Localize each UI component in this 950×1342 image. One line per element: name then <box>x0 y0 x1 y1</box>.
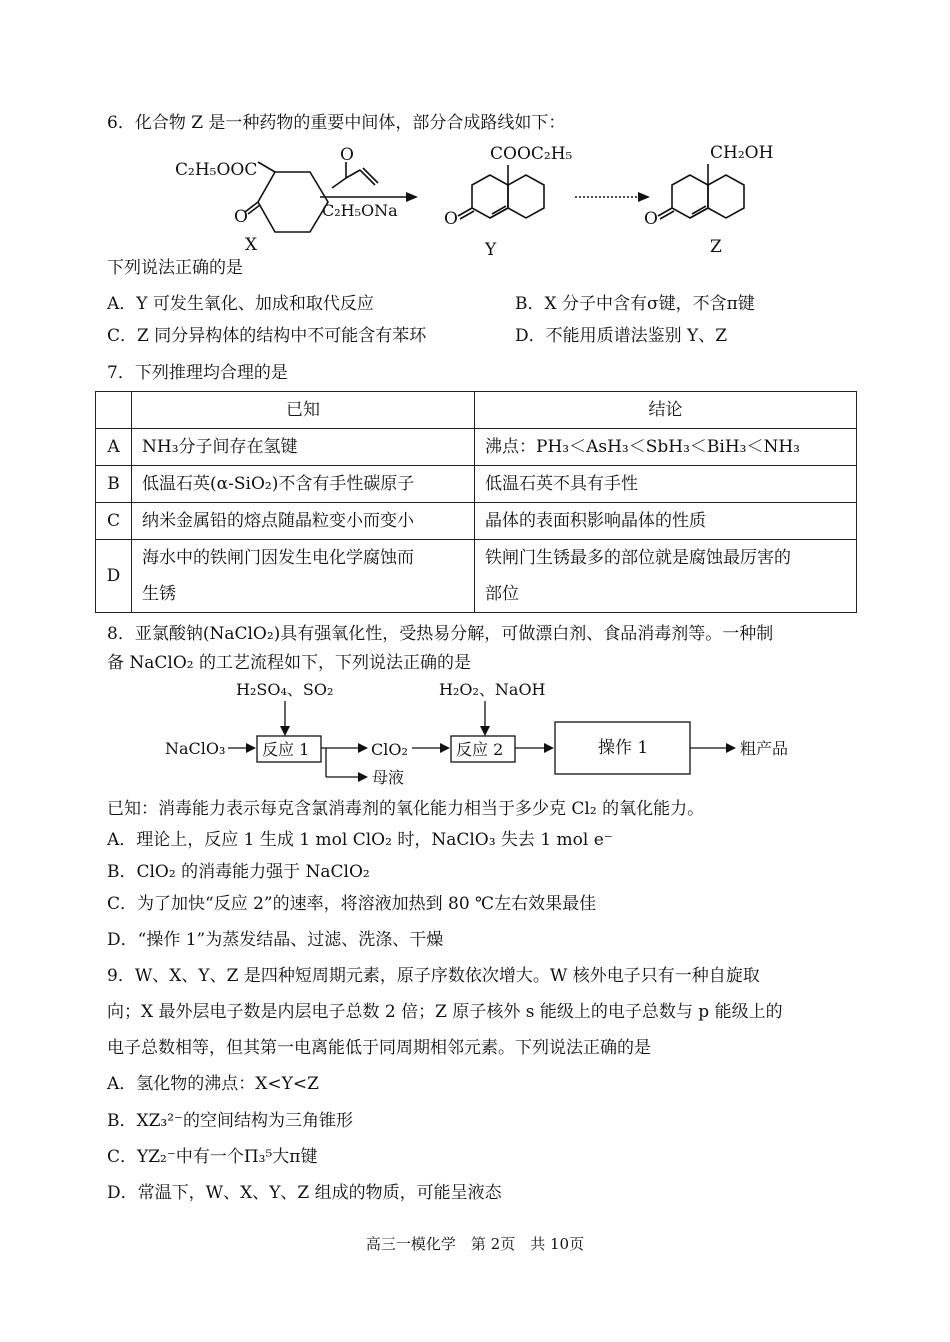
q8-note: 已知：消毒能力表示每克含氯消毒剂的氧化能力相当于多少克 Cl₂ 的氧化能力。 <box>107 799 705 819</box>
y-ester-group: COOC₂H₅ <box>490 144 573 164</box>
table-row <box>96 466 857 503</box>
row-label: A <box>96 429 132 466</box>
flow-step-3: 操作 1 <box>598 738 649 758</box>
label-x: X <box>245 235 258 255</box>
table-header-conclusion: 结论 <box>475 392 857 429</box>
row-conclusion-line-2: 部位 <box>485 584 519 604</box>
table-row <box>96 429 857 466</box>
q6-prompt: 下列说法正确的是 <box>107 258 243 278</box>
reaction-arrow-1-head <box>406 192 418 202</box>
q8-stem-line-2: 备 NaClO₂ 的工艺流程如下，下列说法正确的是 <box>107 653 472 673</box>
row-known <box>132 540 475 613</box>
q8-option-a: A．理论上，反应 1 生成 1 mol ClO₂ 时，NaClO₃ 失去 1 mol e⁻ <box>107 830 613 850</box>
row-conclusion-line-1: 铁闸门生锈最多的部位就是腐蚀最厉害的 <box>485 548 791 568</box>
table-row <box>96 503 857 540</box>
table-header-known: 已知 <box>132 392 475 429</box>
q6-stem: 6．化合物 Z 是一种药物的重要中间体，部分合成路线如下： <box>107 113 566 133</box>
row-known: NH₃分子间存在氢键 <box>132 429 475 466</box>
z-ketone-o: O <box>644 209 658 229</box>
q9-stem-line-1: 9．W、X、Y、Z 是四种短周期元素，原子序数依次增大。W 核外电子只有一种自旋取 <box>107 966 760 986</box>
flow-input: NaClO₃ <box>165 739 226 758</box>
molecule-x <box>245 162 328 232</box>
flow-reagent-1: H₂SO₄、SO₂ <box>236 680 334 699</box>
table-corner-cell <box>96 392 132 429</box>
q6-option-d: D．不能用质谱法鉴别 Y、Z <box>515 326 728 346</box>
row-conclusion: 低温石英不具有手性 <box>475 466 857 503</box>
row-label: B <box>96 466 132 503</box>
flow-step-1: 反应 1 <box>262 740 310 759</box>
molecule-y <box>458 165 544 219</box>
q9-stem-line-3: 电子总数相等，但其第一电离能低于同周期相邻元素。下列说法正确的是 <box>107 1038 651 1058</box>
table-header-row <box>96 392 857 429</box>
q6-reaction-scheme <box>170 140 790 265</box>
table-row <box>96 540 857 613</box>
label-z: Z <box>710 237 722 257</box>
flow-reagent-2: H₂O₂、NaOH <box>439 680 546 699</box>
row-known: 纳米金属铅的熔点随晶粒变小而变小 <box>132 503 475 540</box>
x-ketone-o: O <box>234 207 248 227</box>
q7-stem: 7．下列推理均合理的是 <box>107 363 288 383</box>
q9-option-d: D．常温下，W、X、Y、Z 组成的物质，可能呈液态 <box>107 1183 502 1203</box>
z-hydroxymethyl-group: CH₂OH <box>710 143 774 163</box>
q6-option-b: B．X 分子中含有σ键，不含π键 <box>515 294 755 314</box>
y-ketone-o: O <box>444 209 458 229</box>
q7-table <box>95 391 857 613</box>
flow-byproduct: 母液 <box>372 768 405 787</box>
row-conclusion: 沸点：PH₃＜AsH₃＜SbH₃＜BiH₃＜NH₃ <box>475 429 857 466</box>
reagent-mvk <box>332 162 378 188</box>
flow-intermediate: ClO₂ <box>371 740 408 759</box>
row-known: 低温石英(α-SiO₂)不含有手性碳原子 <box>132 466 475 503</box>
q9-option-a: A．氢化物的沸点：X<Y<Z <box>107 1074 319 1094</box>
flow-step-2: 反应 2 <box>456 740 504 759</box>
q8-option-c: C．为了加快“反应 2”的速率，将溶液加热到 80 ℃左右效果最佳 <box>107 894 597 914</box>
x-ester-group: C₂H₅OOC <box>175 160 258 180</box>
row-conclusion <box>475 540 857 613</box>
q9-stem-line-2: 向；X 最外层电子数是内层电子总数 2 倍；Z 原子核外 s 能级上的电子总数与 p 能级上的 <box>107 1002 783 1022</box>
row-known-line-2: 生锈 <box>142 584 176 604</box>
q6-option-a: A．Y 可发生氧化、加成和取代反应 <box>107 294 374 314</box>
label-y: Y <box>485 240 497 260</box>
row-conclusion: 晶体的表面积影响晶体的性质 <box>475 503 857 540</box>
q8-option-d: D．“操作 1”为蒸发结晶、过滤、洗涤、干燥 <box>107 930 444 950</box>
flow-output: 粗产品 <box>740 739 789 758</box>
q6-option-c: C．Z 同分异构体的结构中不可能含有苯环 <box>107 326 427 346</box>
q8-stem-line-1: 8．亚氯酸钠(NaClO₂)具有强氧化性，受热易分解，可做漂白剂、食品消毒剂等。一种制 <box>107 624 774 644</box>
reagent-o: O <box>340 145 354 165</box>
row-label: D <box>96 540 132 613</box>
reagent-base: C₂H₅ONa <box>322 201 398 220</box>
row-known-line-1: 海水中的铁闸门因发生电化学腐蚀而 <box>142 548 414 568</box>
q9-option-c: C．YZ₂⁻中有一个Π₃⁵大π键 <box>107 1147 318 1167</box>
reaction-arrow-2-head <box>638 192 650 202</box>
q9-option-b: B．XZ₃²⁻的空间结构为三角锥形 <box>107 1111 354 1131</box>
row-label: C <box>96 503 132 540</box>
q8-flow-diagram <box>160 676 800 796</box>
page-footer: 高三一模化学 第 2页 共 10页 <box>365 1235 585 1253</box>
q8-option-b: B．ClO₂ 的消毒能力强于 NaClO₂ <box>107 862 370 882</box>
molecule-z <box>658 164 744 219</box>
